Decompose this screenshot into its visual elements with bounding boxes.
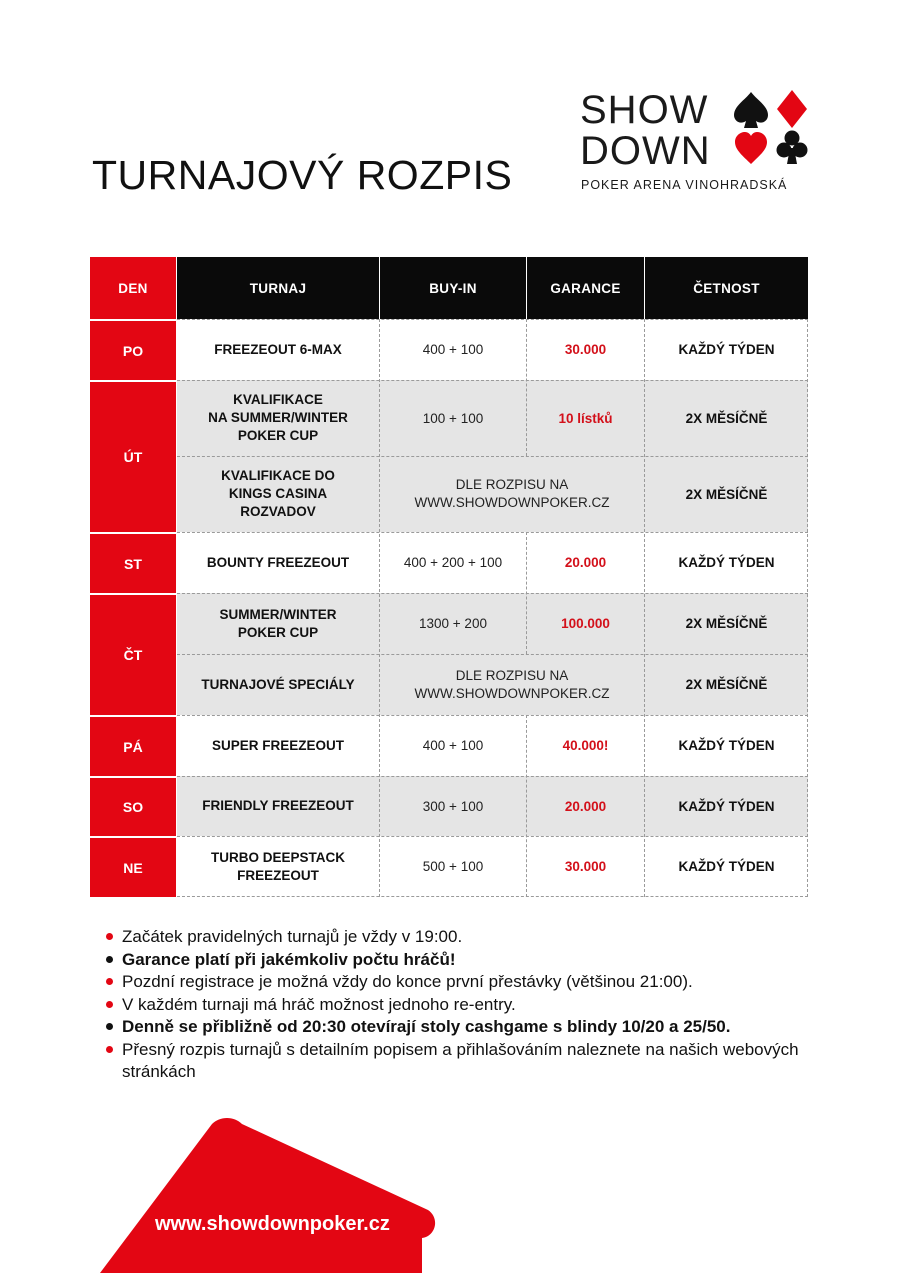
red-bullet-icon	[106, 1046, 113, 1053]
day-so: SO	[90, 776, 176, 836]
card-suits-icon	[731, 88, 811, 168]
cell-garance: 30.000	[564, 859, 607, 874]
cell-cetnost: KAŽDÝ TÝDEN	[678, 342, 775, 357]
website-link[interactable]: www.showdownpoker.cz	[155, 1213, 390, 1235]
cell-cetnost: 2X MĚSÍČNĚ	[685, 486, 768, 502]
cell-cetnost: KAŽDÝ TÝDEN	[678, 738, 775, 753]
header-turnaj: TURNAJ	[177, 257, 379, 319]
logo-word-down: DOWN	[580, 129, 711, 173]
header-buyin: BUY-IN	[380, 257, 526, 319]
cell-garance: 30.000	[564, 342, 607, 357]
note-text: V každém turnaji má hráč možnost jednoho re-entry.	[122, 994, 516, 1014]
note-text: Začátek pravidelných turnajů je vždy v 19:00.	[122, 927, 463, 946]
cell-cetnost: KAŽDÝ TÝDEN	[678, 555, 775, 570]
day-po: PO	[90, 319, 176, 380]
heart-icon	[735, 132, 767, 164]
cell-buyin: 400 + 100	[422, 342, 484, 357]
day-ut: ÚT	[90, 380, 176, 532]
header-garance: GARANCE	[527, 257, 644, 319]
cell-turnaj: TURBO DEEPSTACK FREEZEOUT	[210, 849, 345, 883]
cell-turnaj: TURNAJOVÉ SPECIÁLY	[201, 676, 355, 692]
cell-buyin: 100 + 100	[422, 410, 484, 426]
note-text: Přesný rozpis turnajů s detailním popisem a přihlašováním naleznete na našich webových stránkách	[122, 1039, 799, 1081]
note-item	[106, 971, 826, 994]
cell-turnaj: SUMMER/WINTER POKER CUP	[219, 606, 337, 640]
cell-turnaj: SUPER FREEZEOUT	[211, 737, 344, 753]
black-bullet-icon	[106, 956, 113, 963]
note-text: Garance platí při jakémkoliv počtu hráčů!	[122, 949, 456, 969]
logo-word-show: SHOW	[580, 88, 709, 132]
notes-list	[106, 926, 826, 1084]
cell-turnaj: BOUNTY FREEZEOUT	[206, 554, 350, 570]
cell-turnaj: FREEZEOUT 6-MAX	[214, 341, 342, 357]
cell-garance: 10 lístků	[558, 410, 613, 426]
day-st: ST	[90, 532, 176, 593]
cell-buyin: 500 + 100	[422, 859, 484, 874]
note-item	[106, 994, 826, 1017]
cell-buyin: 400 + 100	[422, 738, 484, 753]
diamond-icon	[777, 90, 807, 128]
cell-cetnost: 2X MĚSÍČNĚ	[685, 677, 768, 692]
header-den: DEN	[90, 257, 176, 319]
cell-turnaj: KVALIFIKACE NA SUMMER/WINTER POKER CUP	[208, 392, 348, 443]
note-item	[106, 926, 826, 949]
red-bullet-icon	[106, 933, 113, 940]
note-text: Pozdní registrace je možná vždy do konce první přestávky (většinou 21:00).	[122, 972, 693, 991]
cell-buyin: 300 + 100	[422, 798, 484, 814]
spade-icon	[734, 92, 768, 128]
footer-banner-shape	[100, 1118, 440, 1273]
club-icon	[777, 131, 808, 165]
black-bullet-icon	[106, 1023, 113, 1030]
cell-cetnost: KAŽDÝ TÝDEN	[678, 859, 775, 874]
cell-garance: 20.000	[564, 555, 607, 570]
cell-turnaj: KVALIFIKACE DO KINGS CASINA ROZVADOV	[221, 468, 335, 519]
note-item	[106, 1039, 812, 1084]
day-pa: PÁ	[90, 715, 176, 776]
page-title: TURNAJOVÝ ROZPIS	[92, 152, 513, 198]
red-bullet-icon	[106, 978, 113, 985]
cell-garance: 20.000	[564, 798, 607, 814]
cell-garance: 40.000!	[562, 738, 609, 753]
red-bullet-icon	[106, 1001, 113, 1008]
cell-buyin: 400 + 200 + 100	[403, 555, 503, 570]
cell-schedule-note: DLE ROZPISU NA WWW.SHOWDOWNPOKER.CZ	[414, 477, 610, 510]
logo-subtitle: POKER ARENA VINOHRADSKÁ	[581, 178, 788, 192]
cell-schedule-note: DLE ROZPISU NA WWW.SHOWDOWNPOKER.CZ	[414, 667, 610, 701]
note-text: Denně se přibližně od 20:30 otevírají stoly cashgame s blindy 10/20 a 25/50.	[122, 1017, 731, 1036]
tournament-schedule-table	[90, 257, 808, 897]
cell-cetnost: KAŽDÝ TÝDEN	[678, 798, 775, 814]
cell-garance: 100.000	[561, 616, 610, 631]
note-item	[106, 949, 826, 972]
cell-cetnost: 2X MĚSÍČNĚ	[685, 616, 768, 631]
note-item	[106, 1016, 826, 1039]
cell-buyin: 1300 + 200	[419, 616, 487, 631]
showdown-logo	[578, 88, 818, 198]
day-ne: NE	[90, 836, 176, 897]
cell-cetnost: 2X MĚSÍČNĚ	[685, 410, 768, 426]
day-ct: ČT	[90, 593, 176, 715]
header-cetnost: ČETNOST	[645, 257, 808, 319]
cell-turnaj: FRIENDLY FREEZEOUT	[202, 798, 354, 813]
